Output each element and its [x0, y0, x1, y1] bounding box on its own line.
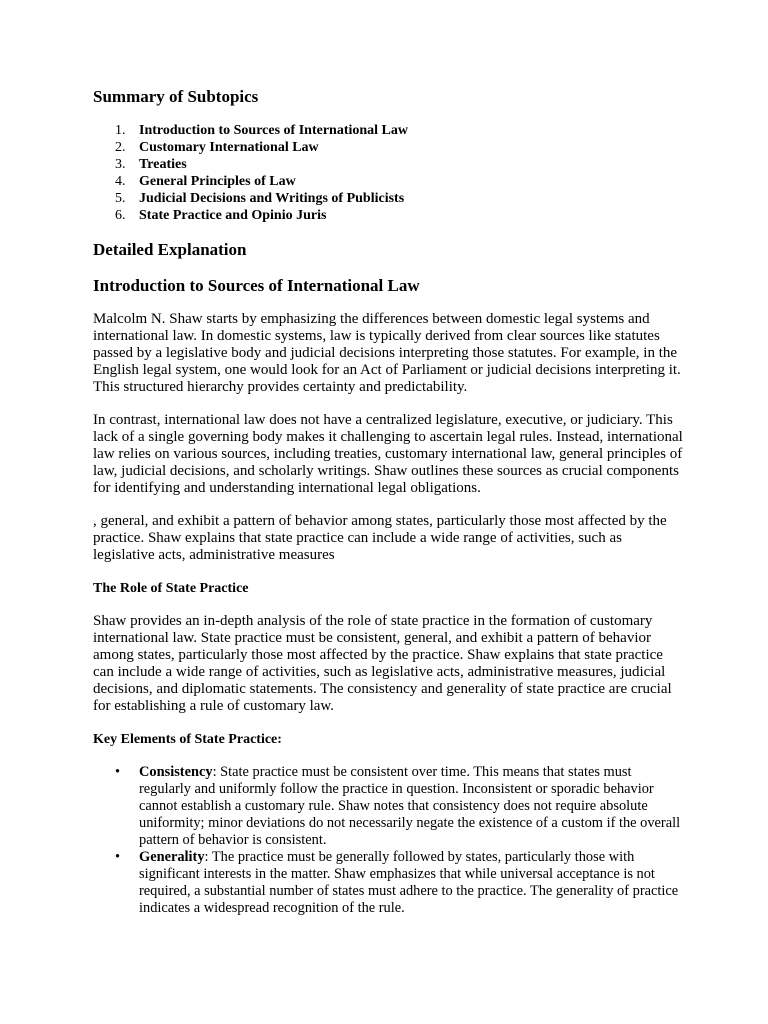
list-number: 4.	[115, 174, 126, 189]
list-item	[93, 139, 683, 156]
bullet-icon: •	[115, 764, 121, 780]
element-text: : State practice must be consistent over time. This means that states must regularly and uniformly follow the practice in question. Inconsistent or sporadic behavior cannot establish a customary rule. Shaw notes that consistency does not require absolute uniformity; minor deviations do not necessarily negate the existence of a custom if the overall pattern of behavior is consistent.	[139, 764, 681, 848]
list-item-label: Introduction to Sources of International Law	[139, 123, 409, 138]
list-item-label: Judicial Decisions and Writings of Publicists	[139, 191, 405, 206]
list-item	[93, 764, 683, 849]
element-term: Consistency	[139, 764, 213, 780]
subtopics-list	[93, 122, 683, 224]
list-item-label: State Practice and Opinio Juris	[139, 208, 327, 223]
bullet-icon: •	[115, 849, 121, 865]
key-elements-list	[93, 764, 683, 917]
list-item-label: General Principles of Law	[139, 174, 296, 189]
list-item	[93, 156, 683, 173]
list-item	[93, 849, 683, 917]
element-text: : The practice must be generally followed by states, particularly those with significant interests in the matter. Shaw emphasizes that while universal acceptance is not required, a substantial number of states must adhere to the practice. The generality of practice indicates a widespread recognition of the rule.	[139, 849, 679, 916]
intro-paragraph-3: , general, and exhibit a pattern of behavior among states, particularly those most affected by the practice. Shaw explains that state practice can include a wide range of activities, such as legislative acts, administrative measures	[93, 513, 667, 563]
document-page	[93, 86, 683, 917]
list-item	[93, 207, 683, 224]
state-practice-heading: The Role of State Practice	[93, 581, 249, 596]
list-number: 1.	[115, 123, 126, 138]
state-practice-paragraph: Shaw provides an in-depth analysis of the role of state practice in the formation of customary international law. State practice must be consistent, general, and exhibit a pattern of behavior among states, particularly those most affected by the practice. Shaw explains that state practice can include a wide range of activities, such as legislative acts, administrative measures, judicial decisions, and diplomatic statements. The consistency and generality of state practice are crucial for establishing a rule of customary law.	[93, 613, 672, 714]
list-number: 3.	[115, 157, 126, 172]
list-item	[93, 190, 683, 207]
intro-paragraph-2: In contrast, international law does not have a centralized legislature, executive, or judiciary. This lack of a single governing body makes it challenging to ascertain legal rules. Instead, international law relies on various sources, including treaties, customary international law, general principles of law, judicial decisions, and scholarly writings. Shaw outlines these sources as crucial components for identifying and understanding international legal obligations.	[93, 412, 683, 496]
intro-paragraph-1: Malcolm N. Shaw starts by emphasizing the differences between domestic legal systems and international law. In domestic systems, law is typically derived from clear sources like statutes passed by a legislative body and judicial decisions interpreting those statutes. For example, in the English legal system, one would look for an Act of Parliament or judicial decisions interpreting it. This structured hierarchy provides certainty and predictability.	[93, 311, 681, 395]
list-number: 2.	[115, 140, 126, 155]
key-elements-heading: Key Elements of State Practice:	[93, 732, 282, 747]
detailed-heading: Detailed Explanation	[93, 240, 247, 259]
element-term: Generality	[139, 849, 205, 865]
list-number: 5.	[115, 191, 126, 206]
intro-heading: Introduction to Sources of International Law	[93, 276, 420, 295]
list-item	[93, 122, 683, 139]
list-item	[93, 173, 683, 190]
list-item-label: Treaties	[139, 157, 187, 172]
list-number: 6.	[115, 208, 126, 223]
list-item-label: Customary International Law	[139, 140, 319, 155]
summary-heading: Summary of Subtopics	[93, 87, 259, 106]
